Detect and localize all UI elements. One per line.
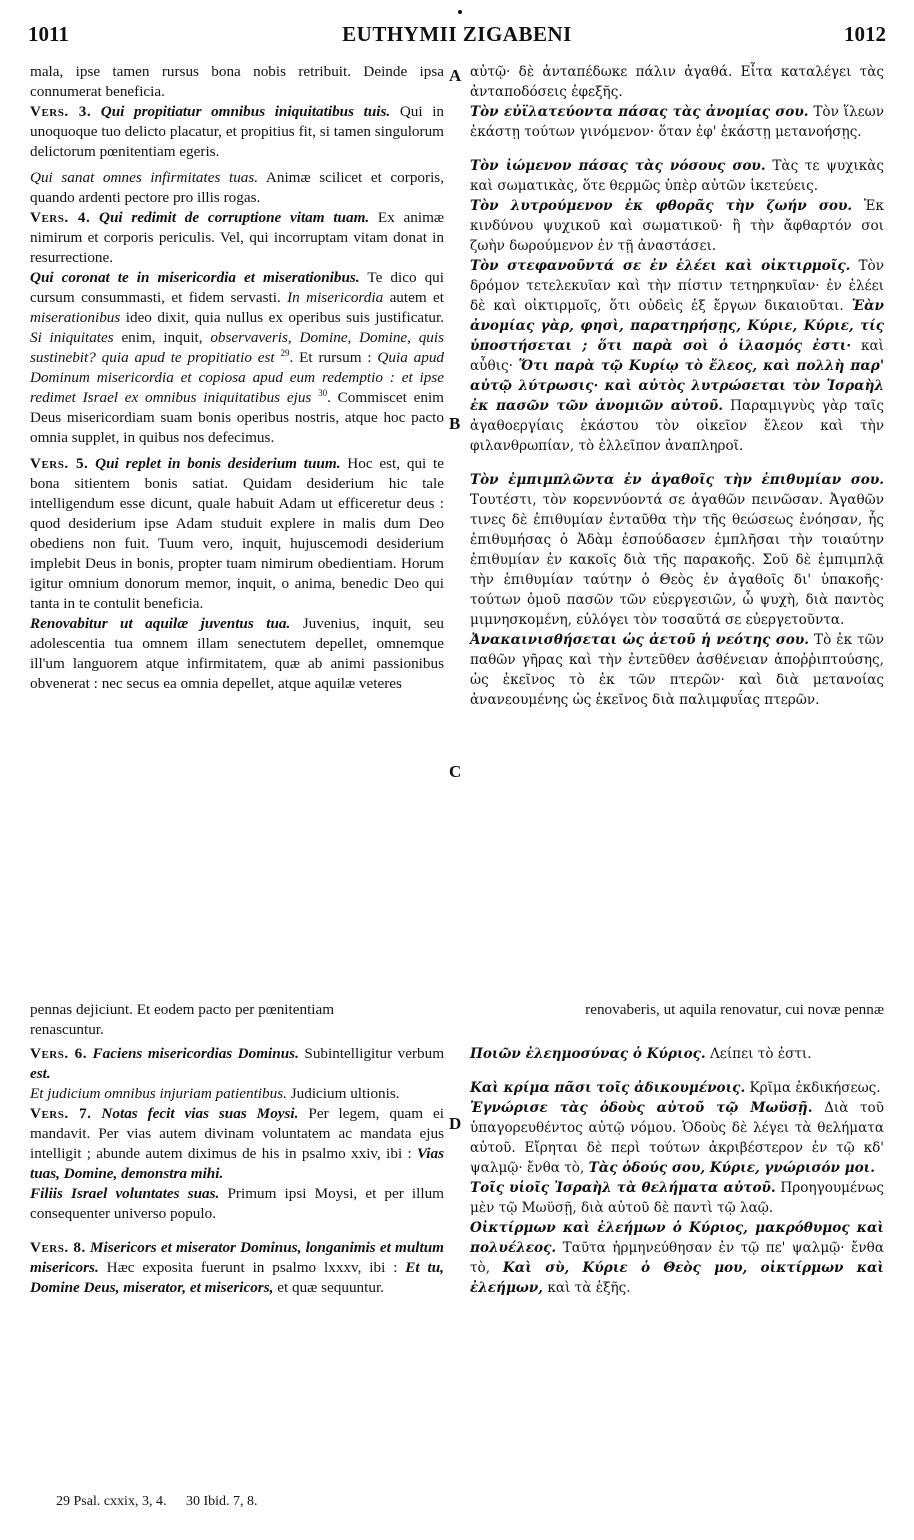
latin-para-v3: Vers. 3. Qui propitiatur omnibus iniquitatibus tuis. Qui in unoquoque tuo delicto placatur, et propitius fit, si tamen singulorum delictorum pœnitentiam egeris. (30, 103, 445, 160)
latin-para-intro: mala, ipse tamen rursus bona nobis retribuit. Deinde ipsa connumerat beneficia. (30, 63, 444, 100)
greek-para-v7: Ἐγνώρισε τὰς ὁδοὺς αὐτοῦ τῷ Μωϋσῇ. Διὰ τοῦ ὑπαγορευθέντος αὐτῷ νόμου. Ὁδοὺς δὲ λέγει τὰ θελήματα αὐτοῦ. Εἴρηται δὲ περὶ τούτων ἀκριβέστερον ἐν τῷ κδ' ψαλμῷ· ἔνθα τὸ, Τὰς ὁδούς σου, Κύριε, γνώρισόν μοι. (470, 1100, 885, 1176)
latin-para-filiis: Filiis Israel voluntates suas. Primum ipsi Moysi, et per illum consequenter universo populo. (30, 1185, 444, 1222)
greek-column-top (470, 62, 884, 710)
footnote-29: 29 Psal. cxxix, 3, 4. (56, 1494, 167, 1509)
latin-column-bottom (30, 1044, 444, 1298)
greek-para-v8: Οἰκτίρμων καὶ ἐλεήμων ὁ Κύριος, μακρόθυμος καὶ πολυέλεος. Ταῦτα ἡρμηνεύθησαν ἐν τῷ πε' ψαλμῷ· ἔνθα τὸ, Καὶ σὺ, Κύριε ὁ Θεὸς μου, οἰκτίρμων καὶ ἐλεήμων, καὶ τὰ ἑξῆς. (470, 1220, 884, 1296)
latin-column-top (30, 62, 444, 694)
latin-para-judic: Et judicium omnibus injuriam patientibus. Judicium ultionis. (30, 1085, 400, 1102)
fullwidth-line1-right: renovaberis, ut aquila renovatur, cui novæ pennæ (585, 1001, 884, 1018)
greek-para-renov: Ἀνακαινισθήσεται ὡς ἀετοῦ ἡ νεότης σου. Τὸ ἐκ τῶν παθῶν γῆρας καὶ τὴν ἐντεῦθεν ἀσθένειαν ἀποῤῥιπτούσης, ὡς ἐκεῖνος τὸ ἐκ τῶν πτερῶν· καὶ διὰ μετανοίας ἀνανεουμένης ὡς ἐκεῖνος διὰ παλιμφυΐας πτερῶν. (470, 632, 884, 708)
latin-para-v8: Vers. 8. Misericors et miserator Dominus, longanimis et multum misericors. Hæc exposita fuerunt in psalmo lxxxv, ibi : Et tu, Domine Deus, miserator, et misericors, et quæ sequuntur. (30, 1239, 444, 1296)
footnote-ref-30: 30 (318, 387, 328, 398)
margin-letter-a: A (449, 66, 462, 85)
greek-column-bottom (470, 1044, 884, 1298)
greek-para-v6: Ποιῶν ἐλεημοσύνας ὁ Κύριος. Λείπει τὸ ἐστι. (470, 1046, 812, 1062)
page-header (28, 22, 886, 52)
margin-letter-b: B (449, 414, 461, 433)
latin-para-v5: Vers. 5. Qui replet in bonis desiderium tuum. Hoc est, qui te bona sitientem bonis satiat. Quidam desiderium hic tale intelligendum esse dicunt, quale habuit Adam ut efficeretur deus : quod desiderium ipse Adam studuit explere in malis dum Deo obediens non fuit. Tuum vero, inquit, hujuscemodi desiderium implebit Deus in bonis, propter tuam nimirum obedientiam. Horum igitur omnium donorum memor, inquit, o anima, benedic Deo qui tanta in te contulit beneficia. (30, 455, 445, 612)
greek-para-v4: Τὸν λυτρούμενον ἐκ φθορᾶς τὴν ζωήν σου. Ἐκ κινδύνου ψυχικοῦ καὶ σωματικοῦ· ἢ τὴν ἄφθαρτόν σοι ζωὴν δωρούμενον ἐν τῇ ἀναστάσει. (470, 198, 884, 254)
greek-para-v5: Τὸν ἐμπιμπλῶντα ἐν ἀγαθοῖς τὴν ἐπιθυμίαν σου. Τουτέστι, τὸν κορεννύοντά σε ἀγαθῶν πεινῶσαν. Ἀγαθῶν τινες δὲ ἐπιθυμίαν ἐνταῦθα τὴν τῆς θεώσεως ἐνόησαν, ἧς ἐπιθυμήσας ὁ Ἀδὰμ ἐσπούδασεν ἐμπλῆσαι τὴν τοιαύτην ἐπιθυμίαν ἐν κακοῖς διὰ τῆς παρακοῆς. Σοῦ δὲ ἐμπιμπλᾷ τὴν ἐπιθυμίαν ταύτην ὁ Θεὸς ἐν ἀγαθοῖς δι' ὑπακοῆς· τούτων ὁμοῦ πασῶν τῶν εὐεργεσιῶν, ὦ ψυχὴ, διὰ παντὸς μιμνησκομένη, εὐλόγει τὸν τοσαῦτά σε εὐεργετοῦντα. (470, 472, 884, 628)
margin-letter-d: D (449, 1114, 462, 1133)
greek-para-judic: Καὶ κρίμα πᾶσι τοῖς ἀδικουμένοις. Κρῖμα ἐκδικήσεως. (470, 1080, 881, 1096)
margin-letter-c: C (449, 762, 462, 781)
greek-para-intro: αὐτῷ· δὲ ἀνταπέδωκε πάλιν ἀγαθά. Εἶτα καταλέγει τὰς ἀνταποδόσεις ἐφεξῆς. (470, 64, 884, 100)
running-title: EUTHYMII ZIGABENI (342, 22, 572, 46)
page-number-right: 1012 (844, 22, 886, 46)
greek-para-v3: Τὸν εὐϊλατεύοντα πάσας τὰς ἀνομίας σου. Τὸν ἵλεων ἑκάστῃ τούτων γινόμενον· ὅταν ἐφ' ἑκάστῃ μετανοήσῃς. (470, 104, 884, 140)
footnote-ref-29: 29 (280, 347, 290, 358)
fullwidth-line1-left: pennas dejiciunt. Et eodem pacto per pœnitentiam (30, 1001, 335, 1018)
greek-para-filiis: Τοῖς υἱοῖς Ἰσραὴλ τὰ θελήματα αὐτοῦ. Προηγουμένως μὲν τῷ Μωϋσῇ, διὰ αὐτοῦ δὲ παντὶ τῷ λαῷ. (470, 1180, 885, 1216)
greek-para-sanat: Τὸν ἰώμενον πάσας τὰς νόσους σου. Τὰς τε ψυχικὰς καὶ σωματικὰς, ὅτε θερμῶς ὑπὲρ αὐτῶν ἱκετεύεις. (470, 158, 884, 194)
page-number-left: 1011 (28, 22, 69, 46)
latin-para-coronat: Qui coronat te in misericordia et miserationibus. Te dico qui cursum consummasti, et fidem servasti. In misericordia autem et miserationibus ideo dixit, quia nullus ex operibus suis justificatur. Si iniquitates enim, inquit, observaveris, Domine, Domine, quis sustinebit? quia apud te propitiatio est $^{29}$. Et rursum : Quia apud Dominum misericordia et copiosa apud eum redemptio : et ipse redimet Israel ex omnibus iniquitatibus ejus $^{30}$. Commiscet enim Deus misericordiam suam bonis operibus nostris, atque hoc pacto omnia supplet, in quibus nos defecimus. (30, 269, 445, 446)
latin-para-sanat: Qui sanat omnes infirmitates tuas. Animæ scilicet et corporis, quando ardenti pectore pro illis rogas. (30, 169, 444, 206)
latin-para-v6: Vers. 6. Faciens misericordias Dominus. Subintelligitur verbum est. (30, 1045, 445, 1082)
latin-para-renov: Renovabitur ut aquilæ juventus tua. Juvenius, inquit, seu adolescentia tua omnem illam senectutem depellet, omnemque ill'um languorem atque infirmitatem, quæ ab animi passionibus obvenerat : nec secus ea omnia depellet, atque aquilæ veteres (30, 615, 445, 692)
header-dot (458, 10, 462, 14)
footnote-30: 30 Ibid. 7, 8. (185, 1494, 258, 1509)
fullwidth-continuation (30, 1000, 884, 1040)
greek-para-coronat: Τὸν στεφανοῦντά σε ἐν ἐλέει καὶ οἰκτιρμοῖς. Τὸν δρόμον τετελεκυῖαν καὶ τὴν πίστιν τετηρηκυῖαν· ἐν ἐλέει δὲ καὶ οἰκτιρμοῖς, ὅτι οὐδεὶς ἐξ ἔργων δικαιοῦται. Ἐὰν ἀνομίας γὰρ, φησὶ, παρατηρήσῃς, Κύριε, Κύριε, τίς ὑποστήσεται ; ὅτι παρὰ σοὶ ὁ ἱλασμός ἐστι· καὶ αὖθις· Ὅτι παρὰ τῷ Κυρίῳ τὸ ἔλεος, καὶ πολλὴ παρ' αὐτῷ λύτρωσις· καὶ αὐτὸς λυτρώσεται τὸν Ἰσραὴλ ἐκ πασῶν τῶν ἀνομιῶν αὐτοῦ. Παραμιγνὺς γὰρ ταῖς ἀγαθοεργίαις ἑκάστου τὸν οἰκεῖον ἔλεον καὶ τὴν φιλανθρωπίαν, τὸ ἐλλεῖπον ἀναπληροῖ. (470, 258, 885, 454)
footnotes (56, 1494, 274, 1510)
fullwidth-line2: renascuntur. (30, 1021, 104, 1038)
latin-para-v7: Vers. 7. Notas fecit vias suas Moysi. Per legem, quam ei mandavit. Per vias autem divinam voluntatem ac mandata ejus intelligit ; abunde autem diximus de his in psalmo xxiv, ibi : Vias tuas, Domine, demonstra mihi. (30, 1105, 445, 1182)
latin-para-v4: Vers. 4. Qui redimit de corruptione vitam tuam. Ex animæ nimirum et corporis periculis. Vel, qui incorruptam vitam donat in resurrectione. (30, 209, 445, 266)
